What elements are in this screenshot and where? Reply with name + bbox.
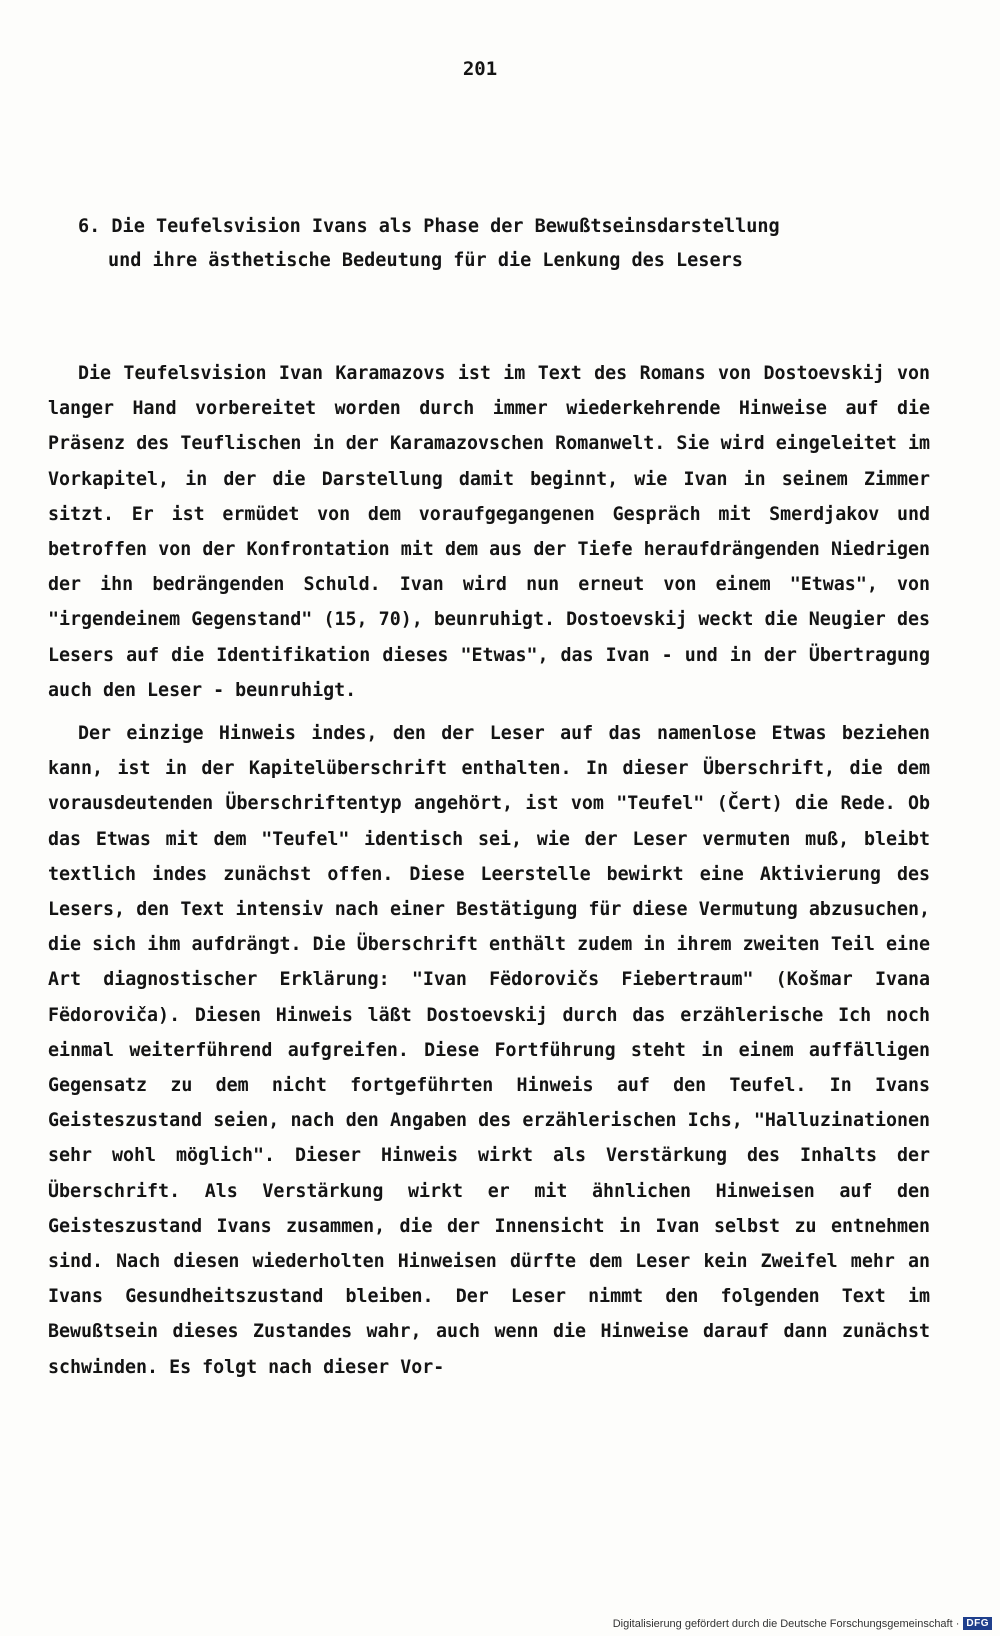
digitization-footer <box>613 1617 992 1630</box>
chapter-heading <box>78 210 780 278</box>
body-text <box>48 356 930 1385</box>
chapter-heading-line-2: und ihre ästhetische Bedeutung für die Lenkung des Lesers <box>108 250 743 271</box>
footer-credit-text: Digitalisierung gefördert durch die Deutsche Forschungsgemeinschaft · <box>612 1617 960 1630</box>
page-number: 201 <box>462 58 498 80</box>
paragraph-1: Die Teufelsvision Ivan Karamazovs ist im Text des Romans von Dostoevskij von langer Hand vorbereitet worden durch immer wiederkehrende Hinweise auf die Präsenz des Teuflischen in der Karamazovschen Romanwelt. Sie wird eingeleitet im Vorkapitel, in der die Darstellung damit beginnt, wie Ivan in seinem Zimmer sitzt. Er ist ermüdet von dem voraufgegangenen Gespräch mit Smerdjakov und betroffen von der Konfrontation mit dem aus der Tiefe heraufdrängenden Niedrigen der ihn bedrängenden Schuld. Ivan wird nun erneut von einem "Etwas", von "irgendeinem Gegenstand" (15, 70), beunruhigt. Dostoevskij weckt die Neugier des Lesers auf die Identifikation dieses "Etwas", das Ivan - und in der Übertragung auch den Leser - beunruhigt. <box>48 363 930 701</box>
chapter-heading-line-1: 6. Die Teufelsvision Ivans als Phase der Bewußtseinsdarstellung <box>78 216 780 237</box>
paragraph-2: Der einzige Hinweis indes, den der Leser auf das namenlose Etwas beziehen kann, ist in der Kapitelüberschrift enthalten. In dieser Überschrift, die dem vorausdeutenden Überschriftentyp angehört, ist vom "Teufel" (Čert) die Rede. Ob das Etwas mit dem "Teufel" identisch sei, wie der Leser vermuten muß, bleibt textlich indes zunächst offen. Diese Leerstelle bewirkt eine Aktivierung des Lesers, den Text intensiv nach einer Bestätigung für diese Vermutung abzusuchen, die sich ihm aufdrängt. Die Überschrift enthält zudem in ihrem zweiten Teil eine Art diagnostischer Erklärung: "Ivan Fëdorovičs Fiebertraum" (Košmar Ivana Fëdoroviča). Diesen Hinweis läßt Dostoevskij durch das erzählerische Ich noch einmal weiterführend aufgreifen. Diese Fortführung steht in einem auffälligen Gegensatz zu dem nicht fortgeführten Hinweis auf den Teufel. In Ivans Geisteszustand seien, nach den Angaben des erzählerischen Ichs, "Halluzinationen sehr wohl möglich". Dieser Hinweis wirkt als Verstärkung des Inhalts der Überschrift. Als Verstärkung wirkt er mit ähnlichen Hinweisen auf den Geisteszustand Ivans zusammen, die der Innensicht in Ivan selbst zu entnehmen sind. Nach diesen wiederholten Hinweisen dürfte dem Leser kein Zweifel mehr an Ivans Gesundheitszustand bleiben. Der Leser nimmt den folgenden Text im Bewußtsein dieses Zustandes wahr, auch wenn die Hinweise darauf dann zunächst schwinden. Es folgt nach dieser Vor- <box>48 723 930 1378</box>
dfg-logo: DFG <box>963 1617 992 1630</box>
